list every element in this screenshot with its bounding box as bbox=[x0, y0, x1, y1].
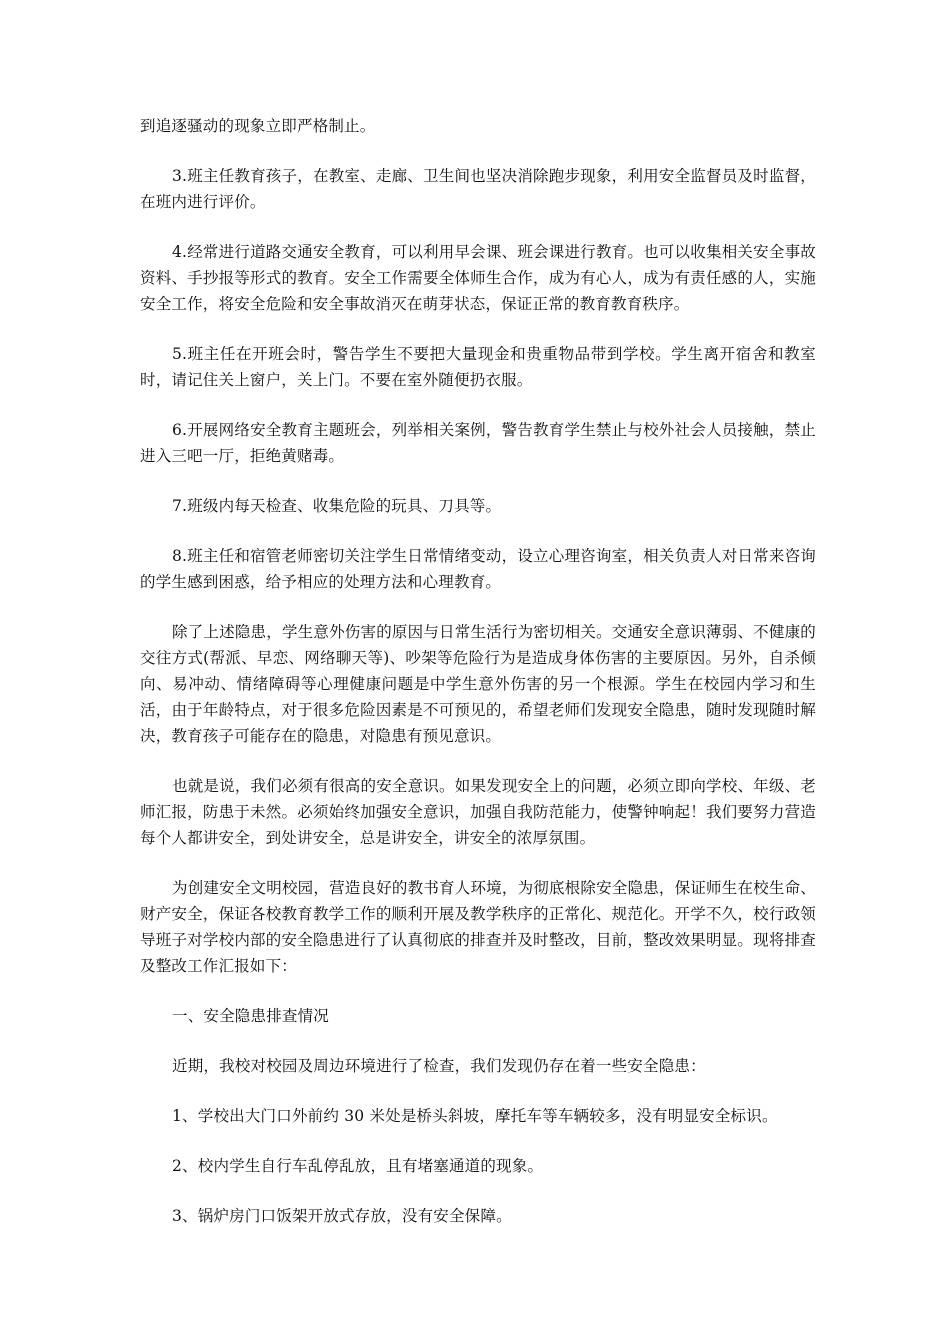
paragraph-hazard-causes: 除了上述隐患，学生意外伤害的原因与日常生活行为密切相关。交通安全意识薄弱、不健康的交往方式(帮派、早恋、网络聊天等)、吵架等危险行为是造成身体伤害的主要原因。另外，自杀倾向、易冲动、情绪障碍等心理健康问题是中学生意外伤害的另一个根源。学生在校园内学习和生活，由于年龄特点，对于很多危险因素是不可预见的，希望老师们发现安全隐患，随时发现随时解决，教育孩子可能存在的隐患，对隐患有预见意识。 bbox=[140, 623, 816, 745]
hazard-item-3: 3、锅炉房门口饭架开放式存放，没有安全保障。 bbox=[172, 1207, 512, 1225]
paragraph-item-7: 7.班级内每天检查、收集危险的玩具、刀具等。 bbox=[172, 497, 502, 515]
paragraph-item-6: 6.开展网络安全教育主题班会，列举相关案例，警告教育学生禁止与校外社会人员接触，禁止进入三吧一厅，拒绝黄赌毒。 bbox=[140, 421, 816, 465]
paragraph-item-4: 4.经常进行道路交通安全教育，可以利用早会课、班会课进行教育。也可以收集相关安全事故资料、手抄报等形式的教育。安全工作需要全体师生合作，成为有心人，成为有责任感的人，实施安全工作，将安全危险和安全事故消灭在萌芽状态，保证正常的教育教育秩序。 bbox=[140, 243, 816, 313]
paragraph-continuation: 到追逐骚动的现象立即严格制止。 bbox=[140, 117, 376, 135]
paragraph-item-3: 3.班主任教育孩子，在教室、走廊、卫生间也坚决消除跑步现象，利用安全监督员及时监督，在班内进行评价。 bbox=[140, 167, 816, 211]
document-body bbox=[140, 113, 816, 1253]
paragraph-item-8: 8.班主任和宿管老师密切关注学生日常情绪变动，设立心理咨询室，相关负责人对日常来咨询的学生感到困惑，给予相应的处理方法和心理教育。 bbox=[140, 547, 816, 591]
hazard-item-1: 1、学校出大门口外前约 30 米处是桥头斜坡，摩托车等车辆较多，没有明显安全标识。 bbox=[172, 1107, 778, 1125]
section-heading: 一、安全隐患排查情况 bbox=[172, 1007, 330, 1025]
paragraph-safety-awareness: 也就是说，我们必须有很高的安全意识。如果发现安全上的问题，必须立即向学校、年级、老师汇报，防患于未然。必须始终加强安全意识，加强自我防范能力，使警钟响起！我们要努力营造每个人都讲安全，到处讲安全，总是讲安全，讲安全的浓厚氛围。 bbox=[140, 777, 816, 847]
hazard-item-2: 2、校内学生自行车乱停乱放，且有堵塞通道的现象。 bbox=[172, 1157, 544, 1175]
paragraph-item-5: 5.班主任在开班会时，警告学生不要把大量现金和贵重物品带到学校。学生离开宿舍和教室时，请记住关上窗户，关上门。不要在室外随便扔衣服。 bbox=[140, 345, 816, 389]
paragraph-inspection: 近期，我校对校园及周边环境进行了检查，我们发现仍存在着一些安全隐患： bbox=[172, 1057, 706, 1075]
paragraph-report-intro: 为创建安全文明校园，营造良好的教书育人环境，为彻底根除安全隐患，保证师生在校生命、财产安全，保证各校教育教学工作的顺利开展及教学秩序的正常化、规范化。开学不久，校行政领导班子对学校内部的安全隐患进行了认真彻底的排查并及时整改，目前，整改效果明显。现将排查及整改工作汇报如下： bbox=[140, 879, 816, 975]
